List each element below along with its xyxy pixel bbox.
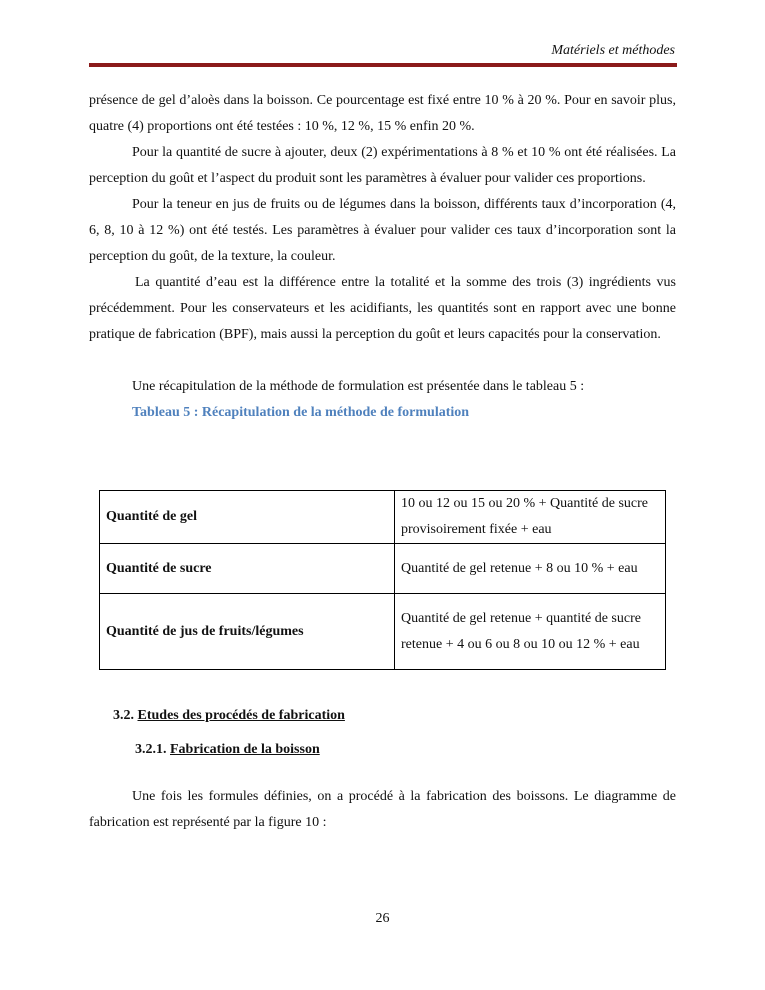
- body-text: [89, 88, 676, 426]
- paragraph-fabrication: Une fois les formules définies, on a procédé à la fabrication des boissons. Le diagramme de fabrication est représenté par la figure 10 :: [89, 789, 676, 830]
- section-heading: [113, 708, 345, 724]
- paragraph-table-intro: Une récapitulation de la méthode de formulation est présentée dans le tableau 5 :: [132, 379, 585, 394]
- paragraph-sucre: Pour la quantité de sucre à ajouter, deux (2) expérimentations à 8 % et 10 % ont été réalisées. La perception du goût et l’aspect du produit sont les paramètres à évaluer pour valider ces proportions.: [89, 145, 676, 186]
- table-row: [100, 491, 666, 544]
- row-label: Quantité de sucre: [100, 544, 395, 594]
- running-header: Matériels et méthodes: [551, 43, 675, 58]
- row-label: Quantité de gel: [100, 491, 395, 544]
- formulation-table: [99, 490, 666, 670]
- table-row: [100, 594, 666, 670]
- table-caption: Tableau 5 : Récapitulation de la méthode de formulation: [132, 405, 470, 420]
- subsection-title: Fabrication de la boisson: [170, 742, 320, 757]
- page-number: 26: [375, 911, 390, 926]
- row-label: Quantité de jus de fruits/légumes: [100, 594, 395, 670]
- subsection-number: 3.2.1.: [135, 742, 167, 757]
- paragraph-jus: Pour la teneur en jus de fruits ou de légumes dans la boisson, différents taux d’incorporation (4, 6, 8, 10 à 12 %) ont été testés. Les paramètres à évaluer pour valider ces taux d’incorporation sont la perception du goût, de la texture, la couleur.: [89, 197, 676, 264]
- paragraph-eau: La quantité d’eau est la différence entre la totalité et la somme des trois (3) ingrédients vus précédemment. Pour les conservateurs et les acidifiants, les quantités sont en rapport avec une bonne pratique de fabrication (BPF), mais aussi la perception du goût et leurs capacités pour la conservation.: [89, 275, 676, 342]
- section-number: 3.2.: [113, 708, 134, 723]
- row-value: 10 ou 12 ou 15 ou 20 % + Quantité de sucre provisoirement fixée + eau: [395, 491, 666, 544]
- subsection-heading: [135, 742, 320, 758]
- table-row: [100, 544, 666, 594]
- paragraph-gel: présence de gel d’aloès dans la boisson. Ce pourcentage est fixé entre 10 % à 20 %. Pour en savoir plus, quatre (4) proportions ont été testées : 10 %, 12 %, 15 % enfin 20 %.: [89, 93, 676, 134]
- section-title: Etudes des procédés de fabrication: [137, 708, 345, 723]
- header-rule: [89, 63, 677, 67]
- row-value: Quantité de gel retenue + quantité de sucre retenue + 4 ou 6 ou 8 ou 10 ou 12 % + eau: [395, 594, 666, 670]
- paragraph-gap: [89, 348, 676, 374]
- final-text: [89, 784, 676, 836]
- row-value: Quantité de gel retenue + 8 ou 10 % + eau: [395, 544, 666, 594]
